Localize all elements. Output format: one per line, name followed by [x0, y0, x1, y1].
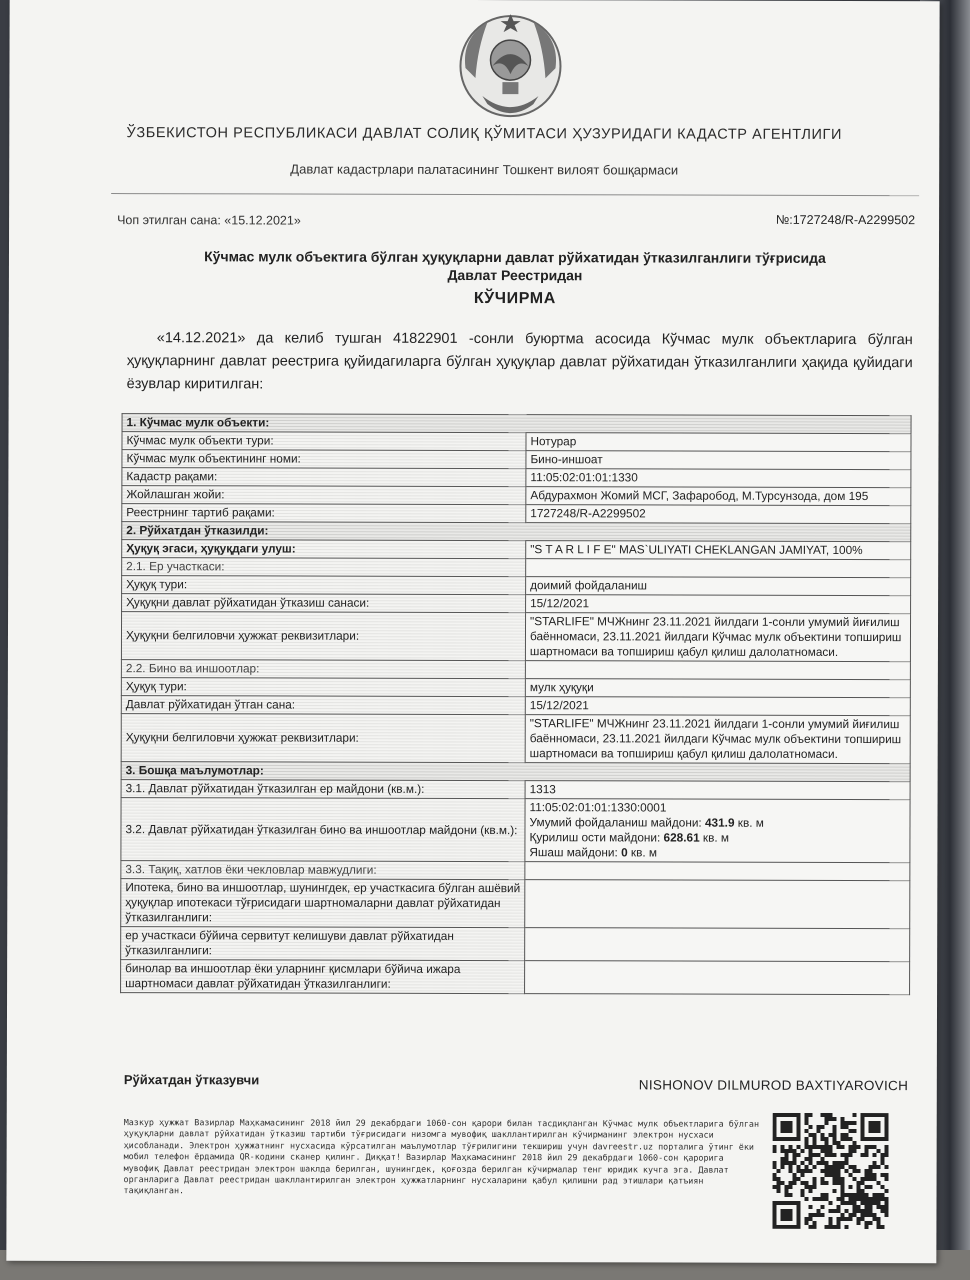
section-row: [121, 762, 910, 782]
field-label: Ҳуқуқ эгаси, ҳуқуқдаги улуш:: [122, 540, 526, 559]
field-label: Кўчмас мулк объектининг номи:: [122, 450, 526, 469]
field-value: "STARLIFE" МЧЖнинг 23.11.2021 йилдаги 1-сонли умумий йиғилиш баённомаси, 23.11.2021 йилдаги Кўчмас мулк объектини топшириш шартномаси ва топшириш қабул қилиш далолатномаси.: [525, 715, 910, 764]
footnote: Мазкур ҳужжат Вазирлар Маҳкамасининг 2018 йил 29 декабрдаги 1060-сон қарори билан тасдиқланган Кўчмас мулк объектларига бўлган ҳуқуқларни давлат рўйхатидан ўтказиш тартиби тўғрисидаги низомга мувофиқ шакллантирилган кўчирманинг электрон нусхаси ҳисобланади. Электрон ҳужжатнинг нусхасида кўрсатилган маълумотлар тўғрилигини текшириш учун davreestr.uz порталига ўтинг ёки мобил телефон ёрдамида QR-кодини сканер қилинг. Диққат! Вазирлар Маҳкамасининг 2018 йил 29 декабрдаги 1060-сон қарорига мувофиқ Давлат реестридан электрон шаклда берилган, шунингдек, қоғозда берилган кўчирмалар тенг юридик кучга эга. Давлат органларига Давлат реестридан шакллантирилган электрон ҳужжатларнинг нусхаларини қабул қилишни рад этишлари қатъиян тақиқланган.: [123, 1117, 760, 1196]
table-row: [122, 540, 911, 560]
intro-paragraph: «14.12.2021» да келиб тушган 41822901 -сонли буюртма асосида Кўчмас мулк объектларига бўлган ҳуқуқларнинг давлат реестрига қуйидагиларга бўлган ҳуқуқлар давлат рўйхатидан ўтказилганлиги ҳақида қуйидаги ёзувлар киритилган:: [126, 330, 913, 393]
table-row: [121, 927, 910, 962]
area-total-value: 431.9: [704, 815, 735, 830]
field-value: [525, 961, 910, 995]
table-row: [121, 696, 910, 716]
field-value: "S T A R L I F E" MAS`ULIYATI CHEKLANGAN JAMIYAT, 100%: [526, 541, 911, 560]
field-label: 3.1. Давлат рўйхатидан ўтказилган ер майдони (кв.м.):: [121, 780, 525, 799]
state-emblem-icon: [447, 8, 573, 126]
table-row: [121, 714, 910, 764]
subsection-row: [122, 558, 911, 578]
registry-table: [120, 413, 912, 995]
section-title: 2. Рўйхатдан ўтказилди:: [122, 522, 911, 542]
field-value: 11:05:02:01:01:1330: [526, 469, 911, 488]
area-code: 11:05:02:01:01:1330:0001: [529, 800, 667, 815]
field-value: Абдурахмон Жомий МСГ, Зафаробод, М.Турсунзода, дом 195: [526, 487, 911, 506]
table-row: [121, 612, 910, 662]
subsection-title: 3.3. Тақиқ, хатлов ёки чекловлар мавжудлиги:: [121, 861, 525, 880]
table-row: [122, 432, 911, 452]
field-value: 15/12/2021: [526, 595, 911, 614]
registrar-name: NISHONOV DILMUROD BAXTIYAROVICH: [638, 1077, 909, 1094]
agency-name: ЎЗБЕКИСТОН РЕСПУБЛИКАСИ ДАВЛАТ СОЛИҚ ҚЎМИТАСИ ҲУЗУРИДАГИ КАДАСТР АГЕНТЛИГИ: [126, 125, 843, 143]
field-value: [525, 880, 910, 929]
table-row: [121, 879, 910, 929]
field-label: Жойлашган жойи:: [122, 486, 526, 505]
field-label: Кадастр рақами:: [122, 468, 526, 487]
field-label: Ҳуқуқни белгиловчи ҳужжат реквизитлари:: [121, 612, 525, 661]
field-label: Кўчмас мулк объекти тури:: [122, 432, 526, 451]
table-row: [122, 468, 911, 488]
document-title: [109, 247, 921, 285]
document-number: №:1727248/R-A2299502: [775, 212, 916, 228]
area-details: [525, 799, 910, 863]
field-label: Ипотека, бино ва иншоотлар, шунингдек, ер участкасига бўлган ашёвий ҳуқуқлар ипотекаси тўғрисидаги шартномаларни давлат рўйхатидан ўтказилганлиги:: [121, 879, 525, 928]
field-value: 1727248/R-A2299502: [526, 505, 911, 524]
section-title: 3. Бошқа маълумотлар:: [121, 762, 910, 782]
field-value: 1313: [525, 781, 910, 800]
field-label: Давлат рўйхатидан ўтган сана:: [121, 696, 525, 715]
table-row: [121, 780, 910, 800]
area-built: Қурилиш ости майдони: 628.61 кв. м: [529, 830, 730, 845]
field-label: 3.2. Давлат рўйхатидан ўтказилган бино ва иншоотлар майдони (кв.м.):: [121, 798, 525, 862]
printed-date: Чоп этилган сана: «15.12.2021»: [117, 213, 301, 228]
subsection-row: [121, 861, 910, 881]
title-line-2: Давлат Реестридан: [447, 266, 583, 284]
table-row: [122, 486, 911, 506]
area-total: Умумий фойдаланиш майдони: 431.9 кв. м: [529, 815, 764, 830]
area-living-value: 0: [621, 845, 628, 860]
subsection-title: 2.1. Ер участкаси:: [122, 558, 526, 577]
area-built-value: 628.61: [663, 830, 700, 845]
table-row: [122, 576, 911, 596]
field-label: Ҳуқуқни давлат рўйхатидан ўтказиш санаси:: [122, 594, 526, 613]
field-label: ер участкаси бўйича сервитут келишуви давлат рўйхатидан ўтказилганлиги:: [121, 927, 525, 961]
title-line-1: Кўчмас мулк объектига бўлган ҳуқуқларни давлат рўйхатидан ўтказилганлиги тўғрисида: [204, 248, 826, 266]
field-value: мулк ҳуқуқи: [525, 679, 910, 698]
field-value: 15/12/2021: [525, 697, 910, 716]
section-title: 1. Кўчмас мулк объекти:: [122, 414, 911, 434]
area-living: Яшаш майдони: 0 кв. м: [529, 845, 658, 860]
field-label: Реестрнинг тартиб рақами:: [122, 504, 526, 523]
header-divider: [111, 193, 919, 196]
table-row: [121, 678, 910, 698]
field-label: бинолар ва иншоотлар ёки уларнинг қисмлари бўйича ижара шартномаси давлат рўйхатидан ўтказилганлиги:: [121, 960, 525, 994]
field-label: Ҳуқуқни белгиловчи ҳужжат реквизитлари:: [121, 714, 525, 763]
table-row: [121, 960, 910, 995]
field-label: Ҳуқуқ тури:: [122, 576, 526, 595]
field-value: [525, 928, 910, 962]
subsection-title: 2.2. Бино ва иншоотлар:: [121, 660, 525, 679]
table-row: [121, 798, 910, 863]
registrar-label: Рўйхатдан ўтказувчи: [123, 1072, 260, 1088]
field-value: Бино-иншоат: [526, 451, 911, 470]
section-row: [122, 522, 911, 542]
document-heading: КЎЧИРМА: [473, 290, 556, 308]
table-row: [122, 594, 911, 614]
table-row: [122, 504, 911, 524]
field-value: Нотурар: [526, 433, 911, 452]
subsection-row: [121, 660, 910, 680]
qr-code-icon[interactable]: [772, 1113, 888, 1229]
chamber-name: Давлат кадастрлари палатасининг Тошкент вилоят бошқармаси: [290, 161, 679, 178]
field-value: "STARLIFE" МЧЖнинг 23.11.2021 йилдаги 1-сонли умумий йиғилиш баённомаси, 23.11.2021 йилдаги Кўчмас мулк объектини топшириш шартномаси ва топшириш қабул қилиш далолатномаси.: [525, 613, 910, 662]
field-label: Ҳуқуқ тури:: [121, 678, 525, 697]
document-page: [6, 0, 939, 1263]
section-row: [122, 414, 911, 434]
table-row: [122, 450, 911, 470]
field-value: доимий фойдаланиш: [526, 577, 911, 596]
